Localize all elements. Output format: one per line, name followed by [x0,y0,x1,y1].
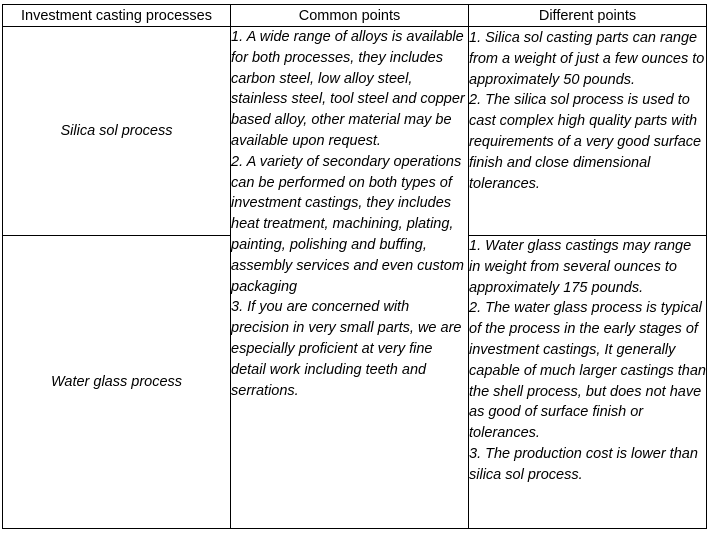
common-points-cell [231,27,469,529]
header-common: Common points [231,5,469,27]
header-different: Different points [469,5,707,27]
process-name-water-glass: Water glass process [3,236,231,529]
comparison-table [2,4,707,529]
water-glass-point-3: 3. The production cost is lower than silica sol process. [469,445,698,483]
common-point-3: 3. If you are concerned with precision in very small parts, we are especially proficient at very fine detail work including teeth and serrations. [231,299,462,399]
different-points-water-glass [469,236,707,529]
header-row [3,5,707,27]
silica-sol-point-1: 1. Silica sol casting parts can range from a weight of just a few ounces to approximately 50 pounds. [469,30,705,88]
silica-sol-point-2: 2. The silica sol process is used to cast complex high quality parts with requirements of a very good surface finish and close dimensional tolerances. [469,92,702,192]
header-process: Investment casting processes [3,5,231,27]
common-point-2: 2. A variety of secondary operations can be performed on both types of investment castings, they includes heat treatment, machining, plating, painting, polishing and buffing, assembly services and even custom packaging [231,153,464,295]
common-point-1: 1. A wide range of alloys is available for both processes, they includes carbon steel, low alloy steel, stainless steel, tool steel and copper based alloy, other material may be available upon request. [231,29,465,149]
different-points-silica-sol [469,27,707,236]
table-row-silica-sol [3,27,707,236]
process-name-silica-sol: Silica sol process [3,27,231,236]
water-glass-point-1: 1. Water glass castings may range in weight from several ounces to approximately 175 pounds. [469,238,692,296]
water-glass-point-2: 2. The water glass process is typical of the process in the early stages of investment castings, It generally capable of much larger castings than the shell process, but does not have as good of surface finish or tolerances. [469,300,706,442]
